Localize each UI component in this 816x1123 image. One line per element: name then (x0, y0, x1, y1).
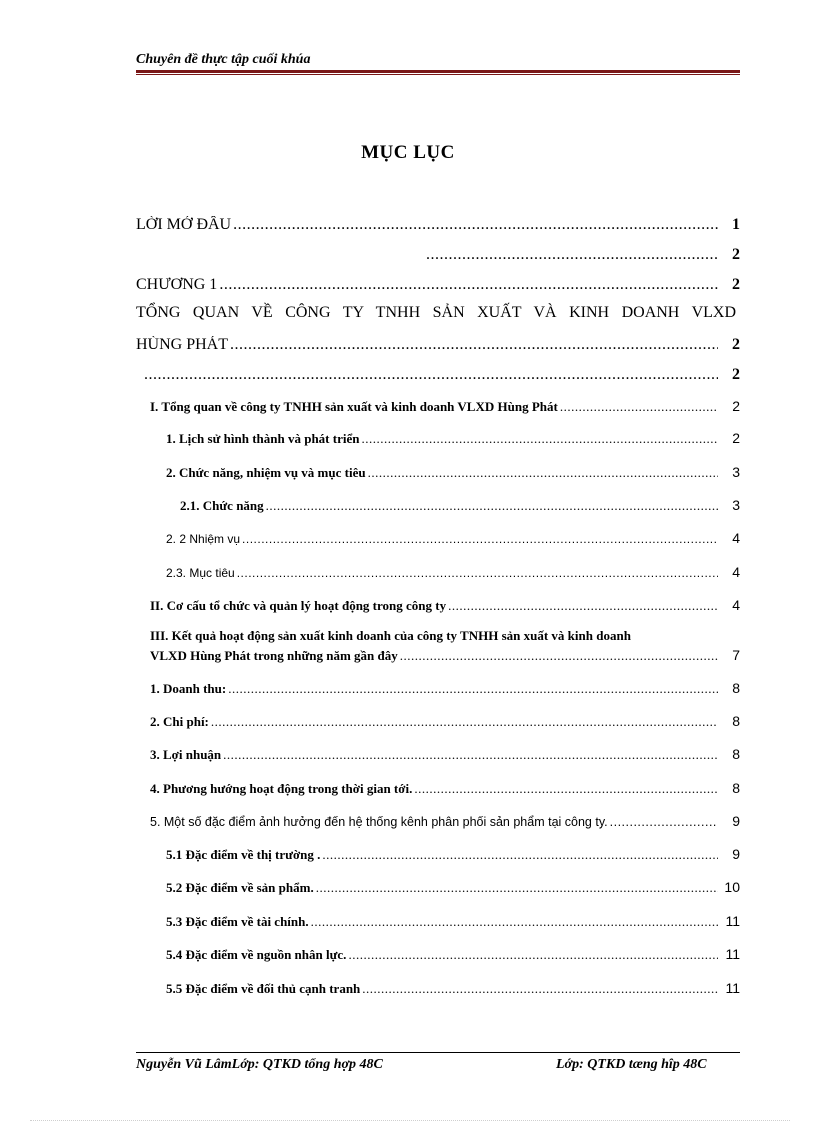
toc-entry-phuong-huong[interactable] (150, 780, 740, 797)
toc-page: 2 (732, 276, 740, 293)
toc-entry-2-3[interactable] (166, 564, 740, 580)
leader-dots (228, 681, 718, 697)
toc-entry-section-i[interactable] (150, 398, 740, 415)
toc-entry-2-1[interactable] (180, 497, 740, 514)
toc-page: 11 (725, 980, 740, 996)
toc-page: 9 (732, 846, 740, 862)
toc-page: 9 (732, 813, 740, 829)
toc-entry-section-iii[interactable] (150, 628, 740, 664)
toc-label: 5.1 Đặc điểm về thị trường . (166, 847, 321, 862)
toc-page: 11 (725, 946, 740, 962)
toc-entry-loi-mo-dau[interactable] (136, 216, 740, 234)
footer-rule (136, 1052, 740, 1053)
toc-label: II. Cơ cấu tổ chức và quản lý hoạt động trong công ty (150, 598, 447, 613)
toc-page: 2 (732, 246, 740, 263)
leader-dots (316, 880, 718, 896)
running-header: Chuyên đề thực tập cuối khúa (136, 52, 311, 67)
toc-entry-hung-phat[interactable] (136, 336, 740, 354)
toc-page: 11 (725, 913, 740, 929)
toc-page: 1 (732, 216, 740, 233)
toc-label: 4. Phương hướng hoạt động trong thời gian tới. (150, 781, 413, 796)
toc-entry-5-3[interactable] (166, 913, 740, 930)
footer-class: Lớp: QTKD tæng hîp 48C (556, 1057, 707, 1072)
toc-entry-blank-2[interactable] (142, 366, 740, 384)
toc-page: 10 (724, 879, 740, 895)
leader-dots (560, 399, 718, 415)
toc-label-line2: VLXD Hùng Phát trong những năm gần đây (150, 648, 398, 663)
toc-entry-section-ii[interactable] (150, 597, 740, 614)
toc-label: 2.3. Mục tiêu (166, 566, 235, 580)
toc-page: 2 (732, 366, 740, 383)
toc-label: 2. Chức năng, nhiệm vụ và mục tiêu (166, 465, 366, 480)
toc-entry-5-5[interactable] (166, 980, 740, 997)
leader-dots (414, 781, 718, 797)
toc-label: 5.3 Đặc điểm về tài chính. (166, 914, 309, 929)
leader-dots (223, 747, 718, 763)
toc-entry-5-dac-diem[interactable] (150, 813, 740, 829)
leader-dots (448, 598, 718, 614)
toc-entry-2-2[interactable] (166, 530, 740, 546)
toc-entry-doanh-thu[interactable] (150, 680, 740, 697)
leader-dots (322, 847, 718, 863)
toc-page: 8 (732, 680, 740, 696)
toc-page: 2 (732, 336, 740, 353)
toc-page: 7 (732, 647, 740, 663)
toc-label: 2.1. Chức năng (180, 498, 264, 513)
toc-entry-5-2[interactable] (166, 879, 740, 896)
toc-label: LỜI MỞ ĐẦU (136, 216, 232, 233)
toc-page: 4 (732, 530, 740, 546)
toc-label: 2. Chi phí: (150, 714, 209, 729)
leader-dots (610, 815, 718, 829)
header-rule (136, 70, 740, 75)
leader-dots (426, 246, 718, 264)
toc-page: 4 (732, 564, 740, 580)
toc-label: 3. Lợi nhuận (150, 747, 222, 762)
leader-dots (219, 276, 718, 294)
toc-entry-chi-phi[interactable] (150, 713, 740, 730)
leader-dots (362, 981, 718, 997)
page-title: MỤC LỤC (361, 142, 455, 163)
toc-entry-loi-nhuan[interactable] (150, 746, 740, 763)
leader-dots (230, 336, 718, 354)
toc-label: 2. 2 Nhiệm vụ (166, 532, 241, 546)
toc-label: 1. Doanh thu: (150, 681, 227, 696)
toc-page: 4 (732, 597, 740, 613)
toc-entry-blank-1[interactable] (424, 246, 740, 264)
toc-chapter-title: TỔNG QUAN VỀ CÔNG TY TNHH SẢN XUẤT VÀ KINH DOANH VLXD (136, 304, 736, 321)
toc-label: 5. Một số đặc điểm ảnh hưởng đến hệ thống kênh phân phối sản phẩm tại công ty. (150, 815, 608, 829)
toc-page: 3 (732, 497, 740, 513)
toc-entry-5-1[interactable] (166, 846, 740, 863)
toc-page: 8 (732, 746, 740, 762)
toc-page: 8 (732, 780, 740, 796)
toc-entry-chuong-1[interactable] (136, 276, 740, 294)
toc-label: I. Tổng quan về công ty TNHH sản xuất và kinh doanh VLXD Hùng Phát (150, 399, 558, 414)
toc-entry-2-chuc-nang[interactable] (166, 464, 740, 481)
leader-dots (237, 566, 718, 580)
leader-dots (242, 532, 718, 546)
leader-dots (211, 714, 718, 730)
toc-label: HÙNG PHÁT (136, 336, 228, 353)
toc-entry-5-4[interactable] (166, 946, 740, 963)
toc-page: 8 (732, 713, 740, 729)
leader-dots (368, 465, 718, 481)
leader-dots (233, 216, 718, 234)
toc-label: 5.2 Đặc điểm về sản phẩm. (166, 880, 314, 895)
toc-label: 5.5 Đặc điểm về đối thủ cạnh tranh (166, 981, 361, 996)
toc-page: 3 (732, 464, 740, 480)
toc-entry-1-lich-su[interactable] (166, 430, 740, 447)
leader-dots (361, 431, 718, 447)
toc-label: 5.4 Đặc điểm về nguồn nhân lực. (166, 947, 347, 962)
leader-dots (400, 648, 718, 664)
toc-label: 1. Lịch sử hình thành và phát triển (166, 431, 360, 446)
leader-dots (144, 366, 718, 384)
leader-dots (311, 914, 718, 930)
toc-entry-section-iii-line2 (150, 647, 740, 664)
footer-author: Nguyễn Vũ LâmLớp: QTKD tổng hợp 48C (136, 1057, 383, 1072)
leader-dots (348, 947, 718, 963)
toc-page: 2 (732, 398, 740, 414)
page-bottom-divider (30, 1120, 790, 1121)
toc-page: 2 (732, 430, 740, 446)
leader-dots (266, 498, 718, 514)
toc-label: III. Kết quả hoạt động sản xuất kinh doanh của công ty TNHH sản xuất và kinh doanh (150, 628, 631, 643)
toc-label: CHƯƠNG 1 (136, 276, 218, 293)
